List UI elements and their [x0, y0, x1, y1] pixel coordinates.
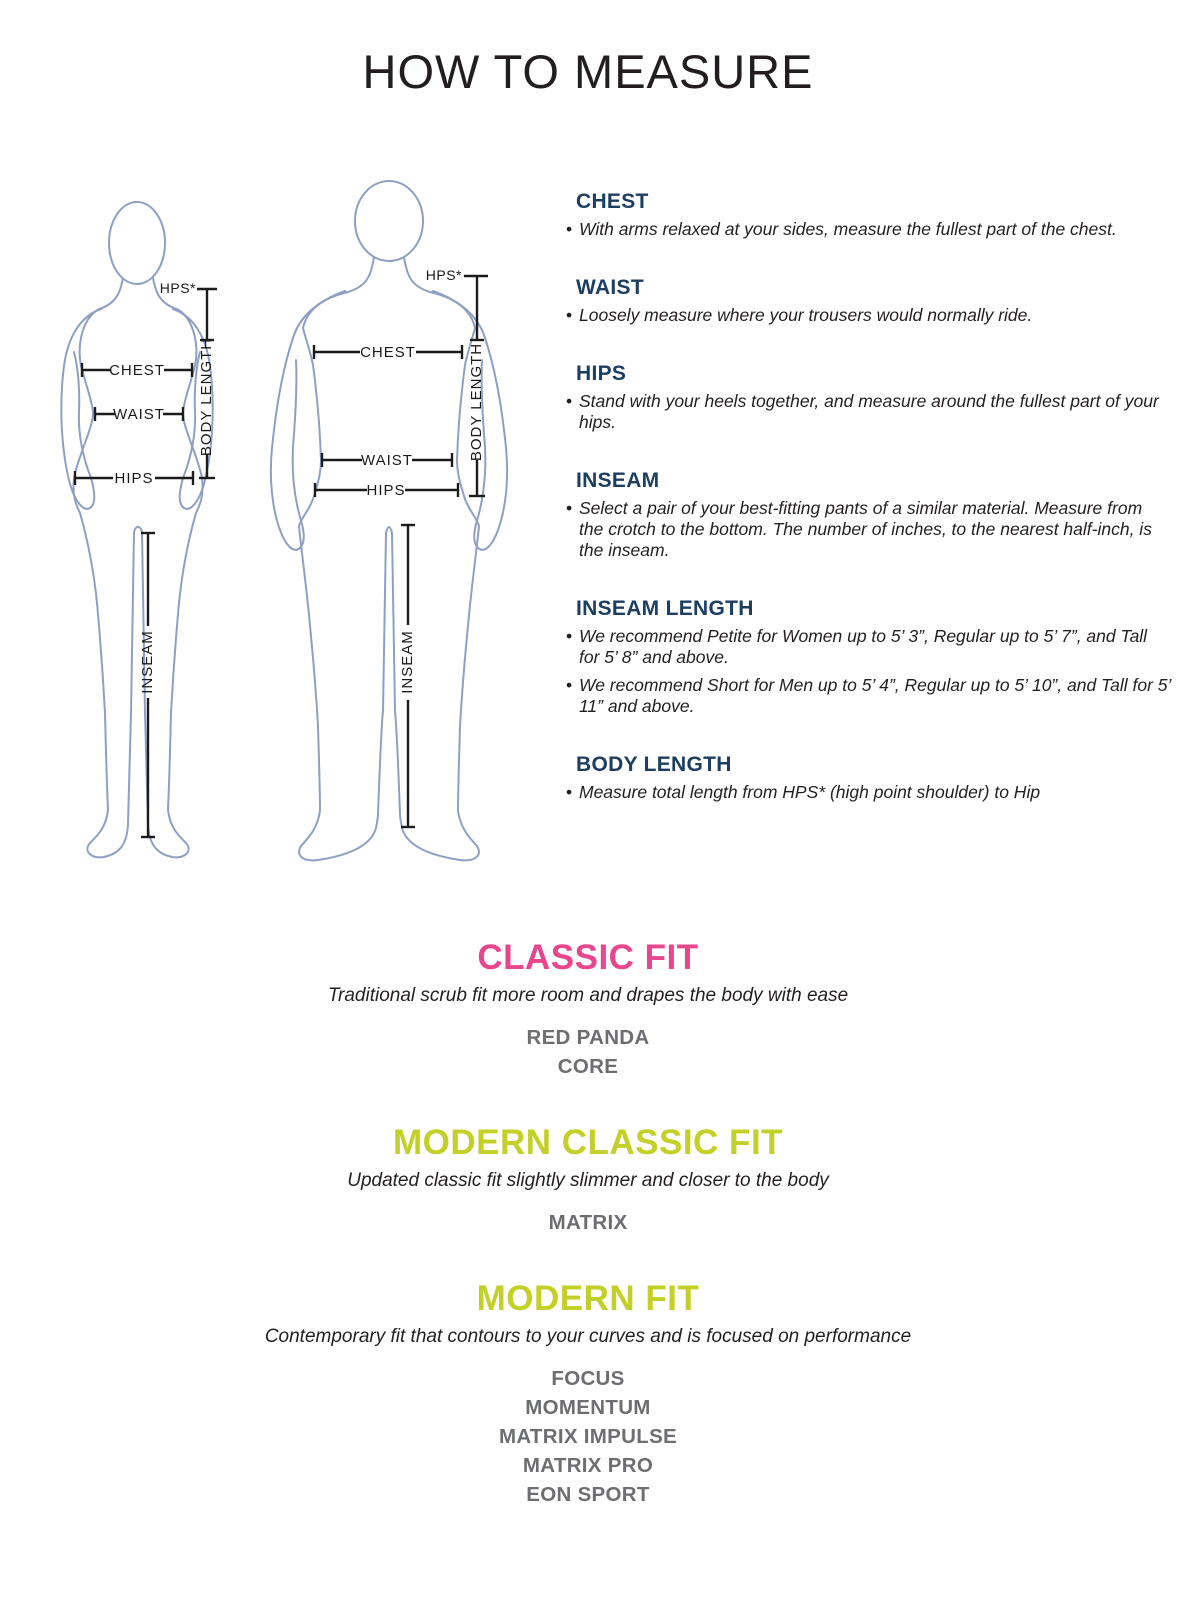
fit-products: [0, 1364, 1176, 1509]
measurement-instructions: [566, 190, 1171, 839]
male-figure: [271, 181, 507, 860]
male-head: [355, 181, 423, 261]
instruction-heading: INSEAM LENGTH: [576, 597, 754, 620]
instruction-bullets: [566, 782, 1171, 803]
fit-section: [0, 1123, 1176, 1237]
female-body-length-label: BODY LENGTH: [197, 337, 215, 457]
fit-section: [0, 938, 1176, 1081]
fit-products: [0, 1023, 1176, 1081]
male-inseam-measure: [399, 525, 416, 827]
instruction-bullet: • Loosely measure where your trousers would normally ride.: [566, 305, 1171, 326]
fit-description: Contemporary fit that contours to your curves and is focused on performance: [264, 1326, 912, 1347]
instruction-bullets: [566, 305, 1171, 326]
female-inseam-label: INSEAM: [138, 630, 156, 694]
female-body-outline: [73, 272, 202, 857]
female-hips-label: HIPS: [114, 470, 154, 487]
product-name: MATRIX: [548, 1211, 628, 1234]
instruction-bullets: [566, 219, 1171, 240]
fit-section: [0, 1279, 1176, 1509]
instruction-bullet: • We recommend Short for Men up to 5’ 4”, Regular up to 5’ 10”, and Tall for 5’ 11” and above.: [566, 675, 1171, 717]
male-waist-measure: [322, 452, 452, 469]
instruction-heading: BODY LENGTH: [576, 753, 732, 776]
fit-products: [0, 1208, 1176, 1237]
male-hips-measure: [315, 482, 458, 499]
fit-name: MODERN FIT: [476, 1279, 700, 1318]
instruction-heading: INSEAM: [576, 469, 660, 492]
male-inseam-label: INSEAM: [398, 630, 416, 694]
fit-name: CLASSIC FIT: [477, 938, 699, 977]
product-name: EON SPORT: [526, 1483, 650, 1506]
female-head: [109, 202, 165, 284]
male-body-length-label: BODY LENGTH: [467, 342, 485, 462]
male-hps-label: HPS*: [425, 267, 462, 283]
female-hps-label: HPS*: [159, 280, 196, 296]
product-name: FOCUS: [551, 1367, 625, 1390]
instruction-bullet: • Stand with your heels together, and measure around the fullest part of your hips.: [566, 391, 1171, 433]
instruction-bullet: • Select a pair of your best-fitting pants of a similar material. Measure from the crotch to the bottom. The number of inches, to the nearest half-inch, is the inseam.: [566, 498, 1171, 561]
instruction-bullet: • With arms relaxed at your sides, measure the fullest part of the chest.: [566, 219, 1171, 240]
male-hips-label: HIPS: [366, 482, 406, 499]
instruction-section: [566, 469, 1171, 561]
instruction-heading: WAIST: [576, 276, 644, 299]
product-name: MATRIX PRO: [522, 1454, 654, 1477]
male-chest-measure: [314, 344, 462, 361]
instruction-section: [566, 276, 1171, 326]
instruction-section: [566, 597, 1171, 717]
female-chest-label: CHEST: [109, 362, 165, 379]
instruction-bullets: [566, 391, 1171, 433]
male-waist-label: WAIST: [361, 452, 413, 469]
fit-guide: [0, 938, 1176, 1551]
instruction-section: [566, 362, 1171, 433]
instruction-section: [566, 753, 1171, 803]
instruction-bullets: [566, 498, 1171, 561]
fit-name: MODERN CLASSIC FIT: [392, 1123, 784, 1162]
female-hps-body-length-measure: [160, 280, 217, 478]
instruction-bullet: • We recommend Petite for Women up to 5’ 3”, Regular up to 5’ 7”, and Tall for 5’ 8” and above.: [566, 626, 1171, 668]
page-title: HOW TO MEASURE: [362, 45, 814, 98]
product-name: MATRIX IMPULSE: [498, 1425, 678, 1448]
female-inseam-measure: [139, 533, 156, 837]
female-waist-measure: [95, 406, 183, 423]
female-waist-label: WAIST: [113, 406, 165, 423]
instruction-bullet: • Measure total length from HPS* (high point shoulder) to Hip: [566, 782, 1171, 803]
product-name: CORE: [557, 1055, 619, 1078]
product-name: RED PANDA: [526, 1026, 650, 1049]
female-chest-measure: [82, 362, 192, 379]
male-chest-label: CHEST: [360, 344, 416, 361]
instruction-bullets: [566, 626, 1171, 717]
female-figure: [61, 202, 212, 857]
instruction-section: [566, 190, 1171, 240]
instruction-heading: HIPS: [576, 362, 627, 385]
product-name: MOMENTUM: [525, 1396, 651, 1419]
measurement-diagram: [0, 160, 540, 900]
instruction-heading: CHEST: [576, 190, 649, 213]
fit-description: Traditional scrub fit more room and drapes the body with ease: [327, 985, 849, 1006]
fit-description: Updated classic fit slightly slimmer and closer to the body: [347, 1170, 829, 1191]
